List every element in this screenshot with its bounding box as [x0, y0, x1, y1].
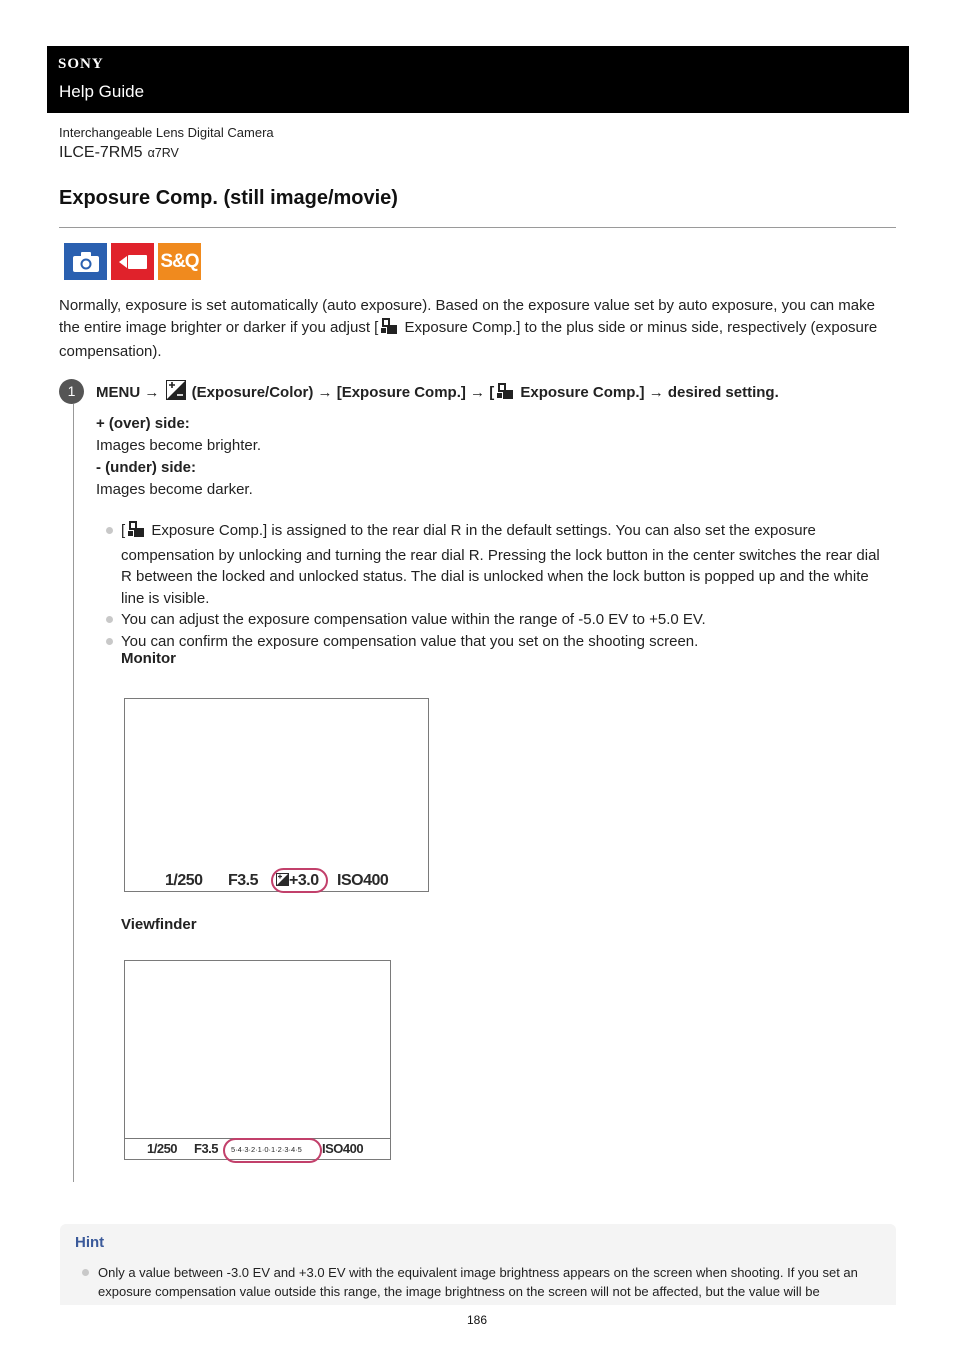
intro-text-1: Normally, exposure is set automatically (auto exposure). Based on the exposure value set by auto exposure, you can make the entire image brighter or darker if you adjust [ [59, 297, 875, 336]
monitor-screen-illustration [124, 698, 429, 892]
shutter-speed: 1/250 [147, 1141, 178, 1156]
hint-title: Hint [75, 1234, 105, 1251]
title-divider [59, 227, 896, 228]
iso [322, 1141, 363, 1156]
iso-label: ISO [337, 872, 364, 889]
list-item [103, 520, 893, 609]
shutter-speed: 1/250 [165, 872, 203, 889]
note-text: [ [121, 522, 126, 539]
iso-label: ISO [322, 1141, 343, 1156]
step-category: (Exposure/Color) → [Exposure Comp.] → [ [187, 384, 495, 401]
exposure-scale: 5·4·3·2·1·0·1·2·3·4·5 [231, 1145, 302, 1154]
photo-mode-icon [64, 243, 107, 280]
step-tail: Exposure Comp.] → desired setting. [516, 384, 779, 401]
exposure-color-icon [166, 380, 186, 404]
hint-text: Only a value between -3.0 EV and +3.0 EV with the equivalent image brightness appears on the screen when shooting. If you set an exposure compensation value outside this range, the image brightness on the screen will not be affected, but the value will be [98, 1263, 888, 1301]
movie-exposure-icon [127, 520, 145, 545]
hint-box [60, 1224, 896, 1305]
sony-logo[interactable]: SONY [58, 56, 104, 72]
iso-value: 400 [363, 872, 389, 889]
step-instruction [96, 380, 896, 404]
movie-mode-icon [111, 243, 154, 280]
sq-mode-icon: S&Q [158, 243, 201, 280]
monitor-label: Monitor [121, 650, 176, 667]
model-name [59, 144, 179, 162]
iso-value: 400 [342, 1141, 364, 1156]
exposure-comp-icon [276, 873, 289, 886]
aperture: F3.5 [228, 872, 259, 889]
help-guide-label[interactable]: Help Guide [59, 82, 145, 101]
step-menu: MENU → [96, 384, 160, 401]
viewfinder-label: Viewfinder [121, 916, 197, 933]
aperture: F3.5 [194, 1141, 219, 1156]
page-number: 186 [466, 1313, 488, 1327]
list-item: You can confirm the exposure compensation value that you set on the shooting screen. [103, 631, 893, 653]
model-number: ILCE-7RM5 [59, 144, 143, 161]
help-guide-header [47, 46, 909, 113]
viewfinder-screen-illustration [124, 960, 391, 1160]
movie-exposure-icon [496, 382, 514, 404]
page-title: Exposure Comp. (still image/movie) [59, 187, 398, 209]
notes-list [103, 520, 893, 652]
definition-desc: Images become brighter. [96, 437, 262, 454]
exposure-value-text: +3.0 [289, 872, 319, 889]
model-sub-name: α7RV [147, 146, 179, 160]
step-number: 1 [59, 379, 84, 404]
note-text: Exposure Comp.] is assigned to the rear dial R in the default settings. You can also set the exposure compensation by unlocking and turning the rear dial R. Pressing the lock button in the center switches the rear dial R between the locked and unlocked status. The dial is unlocked when the lock button is popped up and the white line is visible. [121, 522, 880, 607]
exposure-value [276, 872, 319, 892]
iso [337, 872, 388, 892]
definition-desc: Images become darker. [96, 481, 253, 498]
movie-exposure-icon [380, 317, 398, 342]
definition-term: - (under) side: [96, 459, 196, 476]
product-line: Interchangeable Lens Digital Camera [59, 125, 274, 140]
mode-icons [64, 243, 201, 280]
step-line [73, 404, 74, 1182]
list-item: You can adjust the exposure compensation value within the range of -5.0 EV to +5.0 EV. [103, 609, 893, 631]
setting-definitions [96, 413, 896, 501]
intro-text-2: Exposure Comp.] to the plus side or minus side, respectively (exposure compensation). [59, 318, 878, 360]
definition-term: + (over) side: [96, 415, 190, 432]
intro-paragraph [59, 295, 894, 363]
